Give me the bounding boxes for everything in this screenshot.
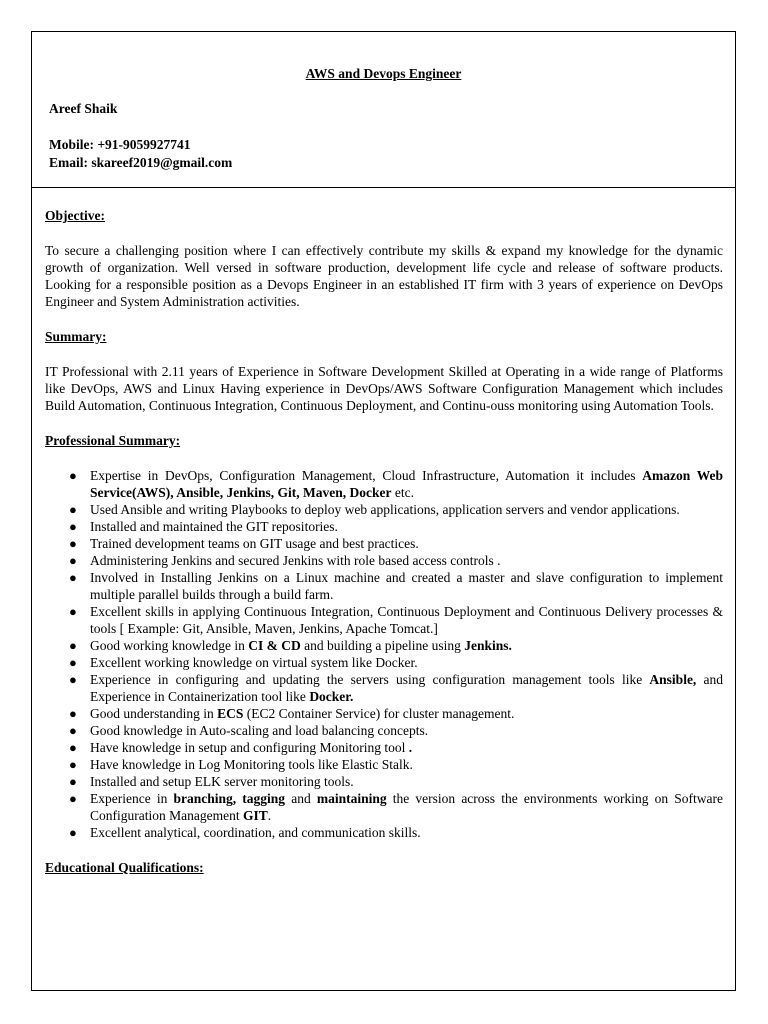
bullet-icon: ●	[69, 502, 77, 517]
list-item-text: branching, tagging	[173, 791, 286, 806]
resume-page	[31, 31, 736, 991]
list-item-text: Expertise in DevOps, Configuration Management, Cloud Infrastructure, Automation it includes	[90, 468, 643, 483]
list-item-text: and	[285, 791, 317, 806]
list-item-text: Installed and setup ELK server monitoring tools.	[90, 774, 354, 789]
objective-heading: Objective:	[45, 208, 105, 223]
list-item	[69, 552, 723, 569]
list-item	[69, 722, 723, 739]
list-item	[69, 739, 723, 756]
list-item	[69, 569, 723, 603]
list-item-text: ECS	[217, 706, 244, 721]
bullet-icon: ●	[69, 774, 77, 789]
resume-header	[32, 32, 735, 188]
list-item-text: Amazon Web Service(AWS), Ansible, Jenkins, Git, Maven, Docker	[90, 468, 723, 500]
list-item	[69, 756, 723, 773]
summary-heading: Summary:	[45, 329, 107, 344]
list-item-text: Ansible,	[649, 672, 697, 687]
bullet-icon: ●	[69, 706, 77, 721]
list-item	[69, 654, 723, 671]
list-item	[69, 671, 723, 705]
candidate-name: Areef Shaik	[49, 101, 118, 116]
resume-body	[45, 207, 723, 876]
list-item	[69, 501, 723, 518]
bullet-icon: ●	[69, 468, 77, 483]
list-item-text: etc.	[391, 485, 414, 500]
list-item-text: Good understanding in	[90, 706, 218, 721]
list-item	[69, 705, 723, 722]
list-item-text: Involved in Installing Jenkins on a Linux machine and created a master and slave configuration to implement multiple parallel builds through a build farm.	[90, 570, 723, 602]
list-item-text: Excellent working knowledge on virtual system like Docker.	[90, 655, 418, 670]
professional-summary-heading: Professional Summary:	[45, 433, 181, 448]
list-item	[69, 467, 723, 501]
bullet-icon: ●	[69, 519, 77, 534]
list-item	[69, 824, 723, 841]
list-item-text: (EC2 Container Service) for cluster management.	[243, 706, 515, 721]
objective-text: To secure a challenging position where I can effectively contribute my skills & expand my knowledge for the dynamic growth of organization. Well versed in software production, development life cycle and release of software products. Looking for a responsible position as a Devops Engineer in an established IT firm with 3 years of experience on DevOps Engineer and System Administration activities.	[45, 243, 723, 309]
list-item-text: Trained development teams on GIT usage and best practices.	[90, 536, 419, 551]
education-heading: Educational Qualifications:	[45, 860, 204, 875]
document-title: AWS and Devops Engineer	[305, 66, 462, 81]
list-item-text: Installed and maintained the GIT repositories.	[90, 519, 338, 534]
email-address: Email: skareef2019@gmail.com	[49, 155, 233, 170]
bullet-icon: ●	[69, 825, 77, 840]
professional-summary-list	[45, 467, 723, 841]
list-item-text: Jenkins.	[464, 638, 512, 653]
list-item-text: and Experience in Containerization tool like	[90, 672, 723, 704]
bullet-icon: ●	[69, 638, 77, 653]
list-item-text: .	[267, 808, 272, 823]
bullet-icon: ●	[69, 757, 77, 772]
bullet-icon: ●	[69, 536, 77, 551]
list-item	[69, 773, 723, 790]
bullet-icon: ●	[69, 672, 77, 687]
bullet-icon: ●	[69, 791, 77, 806]
summary-text: IT Professional with 2.11 years of Experience in Software Development Skilled at Operating in a wide range of Platforms like DevOps, AWS and Linux Having experience in DevOps/AWS Software Configuration Management which includes Build Automation, Continuous Integration, Continuous Deployment, and Continu-ouss monitoring using Automation Tools.	[45, 364, 723, 413]
bullet-icon: ●	[69, 604, 77, 619]
list-item-text: Have knowledge in Log Monitoring tools like Elastic Stalk.	[90, 757, 413, 772]
list-item-text: Good working knowledge in	[90, 638, 249, 653]
list-item-text: Experience in	[90, 791, 174, 806]
mobile-number: Mobile: +91-9059927741	[49, 137, 191, 152]
list-item	[69, 535, 723, 552]
bullet-icon: ●	[69, 740, 77, 755]
list-item-text: GIT	[242, 808, 268, 823]
list-item	[69, 518, 723, 535]
list-item	[69, 603, 723, 637]
bullet-icon: ●	[69, 723, 77, 738]
bullet-icon: ●	[69, 570, 77, 585]
list-item	[69, 637, 723, 654]
list-item-text: .	[408, 740, 413, 755]
list-item-text: Experience in configuring and updating the servers using configuration management tools like	[90, 672, 650, 687]
list-item-text: Have knowledge in setup and configuring Monitoring tool	[90, 740, 409, 755]
list-item-text: and building a pipeline using	[300, 638, 465, 653]
bullet-icon: ●	[69, 655, 77, 670]
list-item	[69, 790, 723, 824]
list-item-text: Excellent analytical, coordination, and communication skills.	[90, 825, 421, 840]
list-item-text: maintaining	[316, 791, 387, 806]
list-item-text: Good knowledge in Auto-scaling and load balancing concepts.	[90, 723, 429, 738]
list-item-text: Used Ansible and writing Playbooks to deploy web applications, application servers and vendor applications.	[90, 502, 680, 517]
bullet-icon: ●	[69, 553, 77, 568]
list-item-text: Docker.	[309, 689, 354, 704]
list-item-text: the version across the environments working on Software Configuration Management	[90, 791, 723, 823]
list-item-text: CI & CD	[248, 638, 301, 653]
list-item-text: Administering Jenkins and secured Jenkins with role based access controls .	[90, 553, 501, 568]
list-item-text: Excellent skills in applying Continuous Integration, Continuous Deployment and Continuous Delivery processes & tools [ Example: Git, Ansible, Maven, Jenkins, Apache Tomcat.]	[90, 604, 723, 636]
